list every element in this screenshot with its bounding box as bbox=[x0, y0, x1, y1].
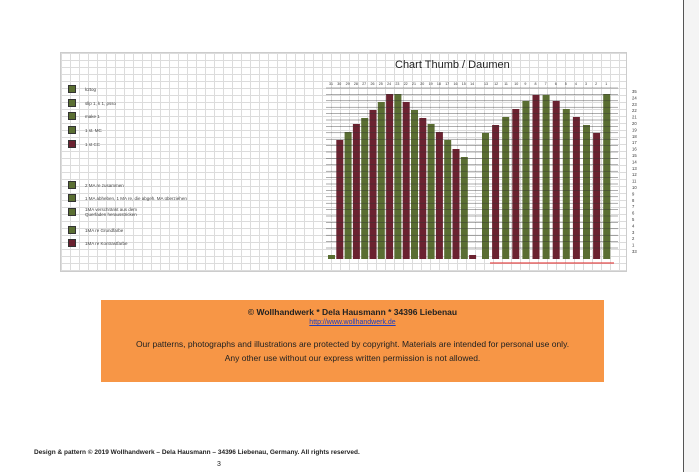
banner-title: © Wollhandwerk * Dela Hausmann * 34396 Liebenau bbox=[247, 307, 458, 317]
row-number: 21 bbox=[632, 114, 637, 120]
stitch-column bbox=[603, 94, 610, 259]
row-number: 9 bbox=[632, 191, 635, 197]
copyright-line-2: Any other use without our express written permission is not allowed. bbox=[224, 353, 481, 363]
row-number: 22 bbox=[632, 108, 637, 114]
column-number: 19 bbox=[428, 82, 433, 86]
legend-label: 1 MA abheben, 1 MA re, die abgeh. MA überziehen bbox=[85, 195, 187, 201]
column-number: 18 bbox=[436, 82, 441, 86]
row-number: 1 bbox=[632, 242, 635, 248]
row-number: 4 bbox=[632, 223, 635, 229]
stitch-column bbox=[403, 102, 410, 259]
column-number: 10 bbox=[514, 82, 519, 86]
stitch-column bbox=[444, 140, 451, 259]
legend-label: k2tog bbox=[85, 86, 97, 92]
row-number: 24 bbox=[632, 95, 637, 101]
column-number: 13 bbox=[484, 82, 488, 86]
column-number: 28 bbox=[353, 82, 358, 86]
column-number: 31 bbox=[329, 82, 333, 86]
page-edge-divider bbox=[683, 0, 684, 472]
stitch-column bbox=[428, 124, 435, 259]
stitch-column bbox=[543, 95, 550, 259]
legend-label: 1 st CC bbox=[85, 141, 101, 147]
legend-label: 1MA re Kontrastfarbe bbox=[85, 240, 128, 246]
column-number: 9 bbox=[524, 82, 527, 86]
column-number: 17 bbox=[445, 82, 450, 86]
row-number: 6 bbox=[632, 210, 635, 216]
column-number: 21 bbox=[412, 82, 416, 86]
column-number: 1 bbox=[605, 82, 608, 86]
column-number: 29 bbox=[345, 82, 350, 86]
legend-label: 2 MA re zusammen bbox=[85, 182, 124, 188]
row-number: 2 bbox=[632, 236, 635, 242]
row-number: 5 bbox=[632, 217, 635, 222]
stitch-column bbox=[469, 255, 476, 259]
column-number: 3 bbox=[585, 82, 587, 86]
row-number: 16 bbox=[632, 146, 637, 152]
row-number: 13 bbox=[632, 165, 637, 171]
row-number: 7 bbox=[632, 204, 635, 210]
row-number: 10 bbox=[632, 185, 637, 190]
column-number: 14 bbox=[470, 82, 475, 86]
row-number: 18 bbox=[632, 133, 637, 139]
stitch-column bbox=[394, 94, 401, 259]
stitch-column bbox=[353, 124, 360, 259]
column-number: 30 bbox=[337, 82, 342, 86]
column-number: 2 bbox=[595, 82, 598, 86]
legend-label: 1MA verschränkt aus dem Querfaden herausstricken bbox=[85, 207, 138, 217]
stitch-column bbox=[583, 125, 590, 259]
stitch-column bbox=[411, 110, 418, 259]
stitch-column bbox=[436, 132, 443, 259]
column-number: 6 bbox=[554, 82, 557, 86]
column-number: 4 bbox=[574, 82, 577, 86]
column-number: 7 bbox=[544, 82, 547, 86]
column-number: 16 bbox=[453, 82, 458, 86]
row-number: 12 bbox=[632, 172, 637, 178]
stitch-column bbox=[573, 117, 580, 259]
row-number: 15 bbox=[632, 153, 637, 158]
row-number: 20 bbox=[632, 121, 637, 126]
stitch-column bbox=[336, 140, 343, 259]
row-number: 11 bbox=[632, 178, 637, 184]
legend-label: make 1 bbox=[85, 113, 100, 119]
column-number: 11 bbox=[504, 82, 508, 86]
stitch-column bbox=[453, 149, 460, 259]
column-number: 23 bbox=[395, 82, 400, 86]
column-number: 25 bbox=[378, 82, 383, 86]
row-number: 3 bbox=[632, 229, 635, 235]
row-number: 8 bbox=[632, 197, 635, 203]
stitch-column bbox=[492, 125, 499, 259]
footer-text: Design & pattern © 2019 Wollhandwerk – Dela Hausmann – 34396 Liebenau, Germany. All rights reserved. bbox=[34, 449, 360, 456]
row-number: 14 bbox=[632, 159, 637, 165]
column-number: 20 bbox=[420, 82, 425, 86]
column-number: 24 bbox=[387, 82, 392, 86]
column-number: 22 bbox=[403, 82, 408, 86]
column-number: 26 bbox=[370, 82, 375, 86]
column-number: 8 bbox=[534, 82, 537, 86]
copyright-line-1: Our patterns, photographs and illustrations are protected by copyright. Materials are intended for personal use only. bbox=[135, 339, 570, 349]
copyright-banner bbox=[101, 300, 604, 382]
stitch-column bbox=[328, 255, 335, 259]
row-number: 33 bbox=[632, 249, 637, 254]
stitch-column bbox=[370, 110, 377, 259]
row-number: 17 bbox=[632, 140, 637, 146]
stitch-column bbox=[345, 132, 352, 259]
stitch-column bbox=[533, 95, 540, 259]
stitch-column bbox=[461, 157, 468, 259]
legend-label: 1MA re Grundfarbe bbox=[85, 227, 124, 233]
chart-title: Chart Thumb / Daumen bbox=[395, 59, 510, 71]
column-number: 27 bbox=[362, 82, 367, 86]
column-number: 5 bbox=[564, 82, 567, 86]
column-number: 15 bbox=[461, 82, 466, 86]
stitch-column bbox=[378, 102, 385, 259]
row-number: 19 bbox=[632, 127, 637, 133]
website-link[interactable]: http://www.wollhandwerk.de bbox=[309, 319, 396, 326]
row-number: 23 bbox=[632, 101, 637, 107]
legend-label: 1 st. MC bbox=[85, 127, 102, 133]
stitch-column bbox=[502, 117, 509, 259]
legend-label: sllp 1, k 1, psso bbox=[85, 100, 117, 106]
stitch-column bbox=[386, 94, 393, 259]
column-number: 12 bbox=[494, 82, 499, 86]
page-number: 3 bbox=[217, 461, 221, 468]
row-number: 35 bbox=[632, 89, 637, 94]
